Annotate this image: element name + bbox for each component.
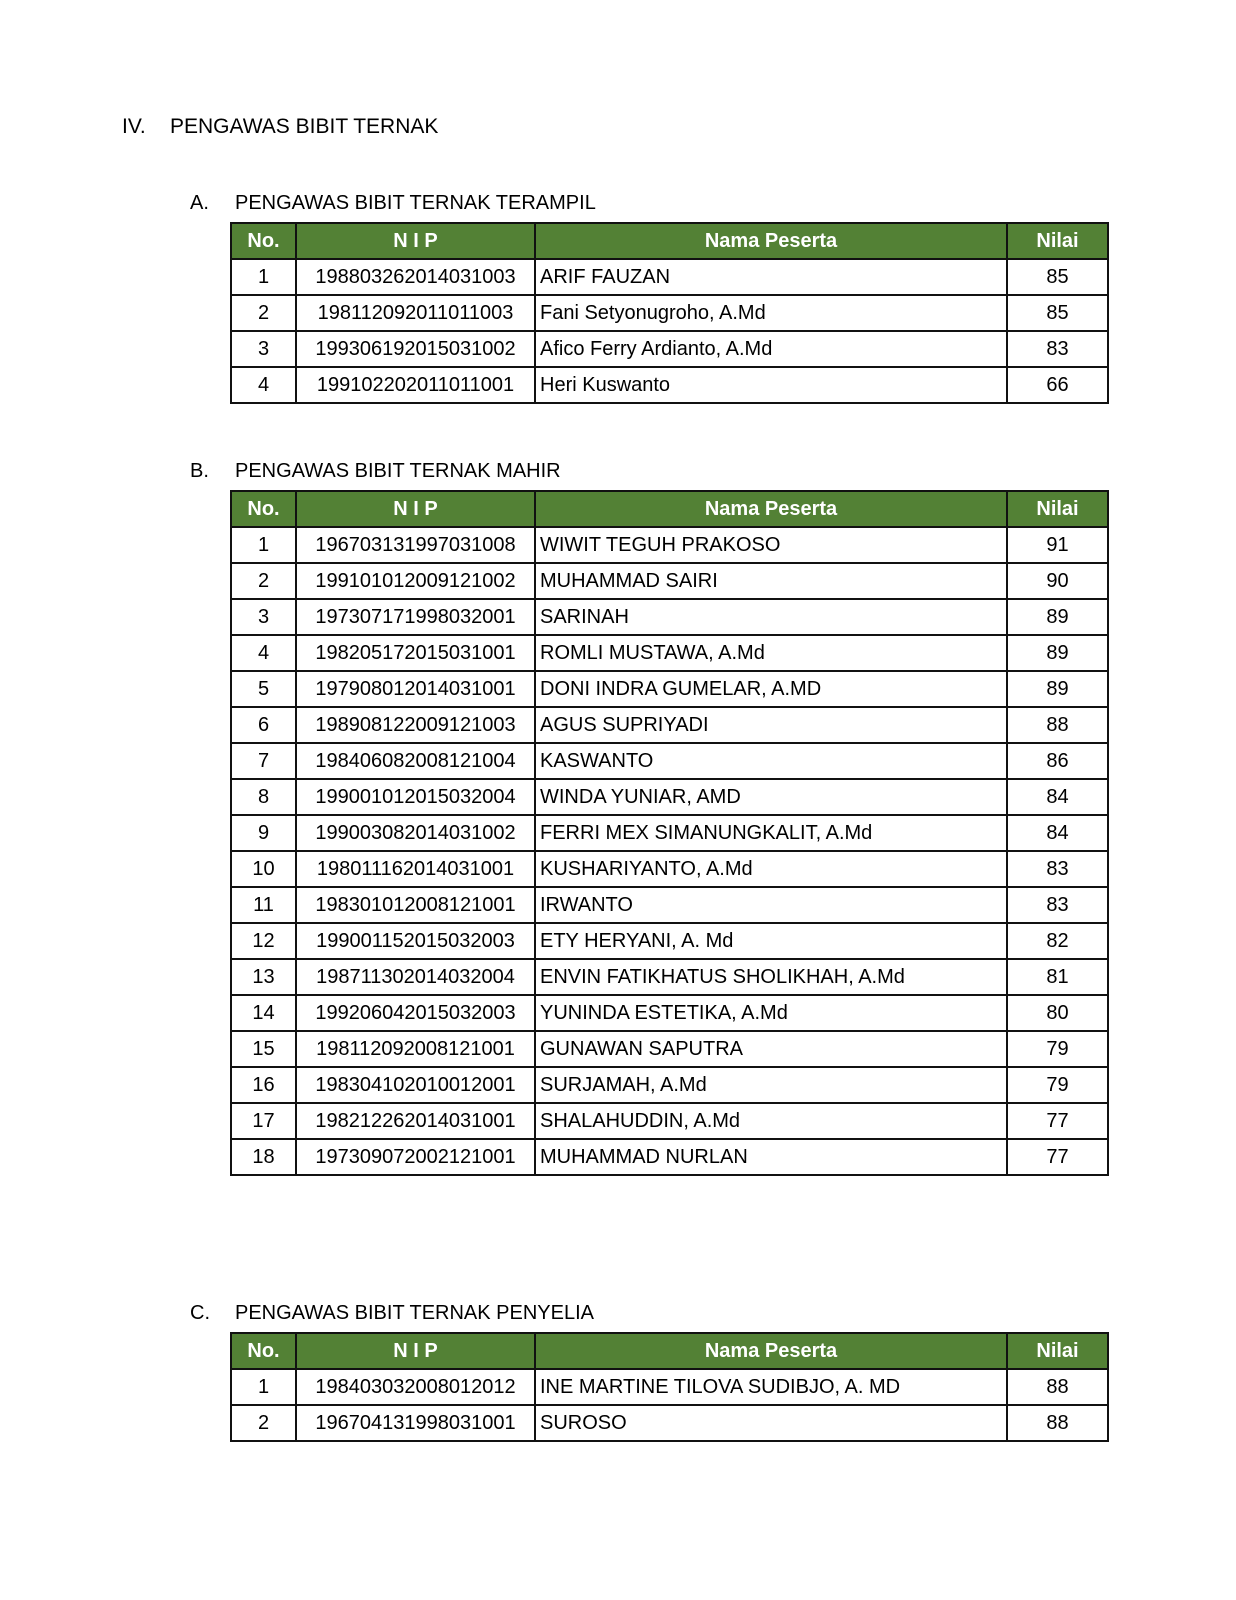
- cell-no: 9: [231, 815, 296, 851]
- table-row: [231, 1139, 1108, 1175]
- cell-nip: 199003082014031002: [296, 815, 535, 851]
- cell-no: 17: [231, 1103, 296, 1139]
- cell-no: 10: [231, 851, 296, 887]
- cell-no: 1: [231, 259, 296, 295]
- header-no: No.: [231, 1333, 296, 1369]
- section-title-text: PENGAWAS BIBIT TERNAK PENYELIA: [235, 1302, 594, 1324]
- cell-name: GUNAWAN SAPUTRA: [535, 1031, 1007, 1067]
- section-penyelia: [190, 1302, 1109, 1442]
- cell-nip: 197908012014031001: [296, 671, 535, 707]
- cell-no: 1: [231, 527, 296, 563]
- cell-name: YUNINDA ESTETIKA, A.Md: [535, 995, 1007, 1031]
- header-nip: N I P: [296, 223, 535, 259]
- cell-score: 85: [1007, 295, 1108, 331]
- table-row: [231, 707, 1108, 743]
- table-row: [231, 259, 1108, 295]
- participants-table: [230, 1332, 1109, 1442]
- cell-name: Afico Ferry Ardianto, A.Md: [535, 331, 1007, 367]
- cell-no: 3: [231, 331, 296, 367]
- cell-score: 79: [1007, 1031, 1108, 1067]
- cell-score: 83: [1007, 887, 1108, 923]
- header-no: No.: [231, 223, 296, 259]
- table-row: [231, 367, 1108, 403]
- cell-score: 88: [1007, 707, 1108, 743]
- table-header-row: [231, 491, 1108, 527]
- cell-no: 2: [231, 295, 296, 331]
- cell-nip: 199001152015032003: [296, 923, 535, 959]
- header-score: Nilai: [1007, 491, 1108, 527]
- cell-score: 82: [1007, 923, 1108, 959]
- table-row: [231, 295, 1108, 331]
- table-row: [231, 851, 1108, 887]
- cell-no: 3: [231, 599, 296, 635]
- table-row: [231, 671, 1108, 707]
- section-title: [190, 192, 1109, 214]
- cell-nip: 198304102010012001: [296, 1067, 535, 1103]
- section-terampil: [190, 192, 1109, 404]
- cell-nip: 199102202011011001: [296, 367, 535, 403]
- table-row: [231, 599, 1108, 635]
- header-name: Nama Peserta: [535, 491, 1007, 527]
- cell-score: 89: [1007, 671, 1108, 707]
- cell-nip: 199306192015031002: [296, 331, 535, 367]
- cell-no: 12: [231, 923, 296, 959]
- header-score: Nilai: [1007, 1333, 1108, 1369]
- cell-name: ENVIN FATIKHATUS SHOLIKHAH, A.Md: [535, 959, 1007, 995]
- table-row: [231, 1369, 1108, 1405]
- cell-score: 86: [1007, 743, 1108, 779]
- cell-score: 88: [1007, 1369, 1108, 1405]
- section-letter: B.: [190, 460, 209, 482]
- participants-table: [230, 222, 1109, 404]
- cell-score: 66: [1007, 367, 1108, 403]
- cell-score: 90: [1007, 563, 1108, 599]
- table-row: [231, 743, 1108, 779]
- section-letter: C.: [190, 1302, 210, 1324]
- cell-score: 91: [1007, 527, 1108, 563]
- cell-score: 89: [1007, 635, 1108, 671]
- cell-no: 7: [231, 743, 296, 779]
- cell-name: KUSHARIYANTO, A.Md: [535, 851, 1007, 887]
- table-row: [231, 563, 1108, 599]
- cell-no: 2: [231, 563, 296, 599]
- header-nip: N I P: [296, 1333, 535, 1369]
- cell-nip: 198803262014031003: [296, 259, 535, 295]
- section-letter: A.: [190, 192, 209, 214]
- cell-nip: 199001012015032004: [296, 779, 535, 815]
- cell-score: 84: [1007, 779, 1108, 815]
- cell-score: 83: [1007, 851, 1108, 887]
- cell-name: ARIF FAUZAN: [535, 259, 1007, 295]
- cell-nip: 198406082008121004: [296, 743, 535, 779]
- cell-no: 2: [231, 1405, 296, 1441]
- table-row: [231, 527, 1108, 563]
- table-row: [231, 959, 1108, 995]
- cell-nip: 198301012008121001: [296, 887, 535, 923]
- table-row: [231, 1405, 1108, 1441]
- cell-nip: 196704131998031001: [296, 1405, 535, 1441]
- cell-no: 5: [231, 671, 296, 707]
- table-row: [231, 1067, 1108, 1103]
- table-row: [231, 331, 1108, 367]
- cell-name: WIWIT TEGUH PRAKOSO: [535, 527, 1007, 563]
- cell-score: 89: [1007, 599, 1108, 635]
- cell-nip: 198112092011011003: [296, 295, 535, 331]
- cell-nip: 199101012009121002: [296, 563, 535, 599]
- cell-no: 4: [231, 635, 296, 671]
- cell-score: 81: [1007, 959, 1108, 995]
- table-row: [231, 1031, 1108, 1067]
- cell-no: 11: [231, 887, 296, 923]
- cell-name: SUROSO: [535, 1405, 1007, 1441]
- cell-no: 13: [231, 959, 296, 995]
- table-row: [231, 995, 1108, 1031]
- section-title-text: PENGAWAS BIBIT TERNAK MAHIR: [235, 460, 561, 482]
- cell-nip: 198205172015031001: [296, 635, 535, 671]
- cell-nip: 198212262014031001: [296, 1103, 535, 1139]
- cell-name: FERRI MEX SIMANUNGKALIT, A.Md: [535, 815, 1007, 851]
- cell-name: DONI INDRA GUMELAR, A.MD: [535, 671, 1007, 707]
- cell-nip: 198711302014032004: [296, 959, 535, 995]
- main-heading: [122, 114, 438, 140]
- cell-name: ROMLI MUSTAWA, A.Md: [535, 635, 1007, 671]
- section-mahir: [190, 460, 1109, 1176]
- table-row: [231, 815, 1108, 851]
- cell-name: INE MARTINE TILOVA SUDIBJO, A. MD: [535, 1369, 1007, 1405]
- cell-nip: 198112092008121001: [296, 1031, 535, 1067]
- main-heading-title: PENGAWAS BIBIT TERNAK: [170, 115, 439, 138]
- section-title-text: PENGAWAS BIBIT TERNAK TERAMPIL: [235, 192, 596, 214]
- cell-nip: 198908122009121003: [296, 707, 535, 743]
- table-row: [231, 923, 1108, 959]
- cell-score: 88: [1007, 1405, 1108, 1441]
- header-no: No.: [231, 491, 296, 527]
- cell-score: 77: [1007, 1139, 1108, 1175]
- cell-score: 83: [1007, 331, 1108, 367]
- cell-name: Heri Kuswanto: [535, 367, 1007, 403]
- cell-name: Fani Setyonugroho, A.Md: [535, 295, 1007, 331]
- cell-name: SARINAH: [535, 599, 1007, 635]
- header-name: Nama Peserta: [535, 223, 1007, 259]
- cell-no: 6: [231, 707, 296, 743]
- cell-no: 18: [231, 1139, 296, 1175]
- cell-name: MUHAMMAD NURLAN: [535, 1139, 1007, 1175]
- cell-no: 14: [231, 995, 296, 1031]
- header-nip: N I P: [296, 491, 535, 527]
- cell-name: MUHAMMAD SAIRI: [535, 563, 1007, 599]
- cell-score: 85: [1007, 259, 1108, 295]
- cell-no: 15: [231, 1031, 296, 1067]
- cell-name: SURJAMAH, A.Md: [535, 1067, 1007, 1103]
- header-name: Nama Peserta: [535, 1333, 1007, 1369]
- cell-name: SHALAHUDDIN, A.Md: [535, 1103, 1007, 1139]
- table-header-row: [231, 223, 1108, 259]
- cell-nip: 198011162014031001: [296, 851, 535, 887]
- cell-nip: 198403032008012012: [296, 1369, 535, 1405]
- cell-no: 1: [231, 1369, 296, 1405]
- cell-name: IRWANTO: [535, 887, 1007, 923]
- cell-no: 4: [231, 367, 296, 403]
- cell-no: 8: [231, 779, 296, 815]
- cell-score: 77: [1007, 1103, 1108, 1139]
- table-row: [231, 1103, 1108, 1139]
- cell-no: 16: [231, 1067, 296, 1103]
- table-row: [231, 635, 1108, 671]
- main-heading-numeral: IV.: [122, 115, 146, 138]
- table-row: [231, 779, 1108, 815]
- participants-table: [230, 490, 1109, 1176]
- cell-name: KASWANTO: [535, 743, 1007, 779]
- section-title: [190, 1302, 1109, 1324]
- section-title: [190, 460, 1109, 482]
- cell-score: 79: [1007, 1067, 1108, 1103]
- cell-nip: 199206042015032003: [296, 995, 535, 1031]
- cell-nip: 196703131997031008: [296, 527, 535, 563]
- cell-name: WINDA YUNIAR, AMD: [535, 779, 1007, 815]
- cell-name: ETY HERYANI, A. Md: [535, 923, 1007, 959]
- cell-score: 80: [1007, 995, 1108, 1031]
- header-score: Nilai: [1007, 223, 1108, 259]
- table-header-row: [231, 1333, 1108, 1369]
- table-row: [231, 887, 1108, 923]
- cell-score: 84: [1007, 815, 1108, 851]
- cell-nip: 197309072002121001: [296, 1139, 535, 1175]
- cell-nip: 197307171998032001: [296, 599, 535, 635]
- cell-name: AGUS SUPRIYADI: [535, 707, 1007, 743]
